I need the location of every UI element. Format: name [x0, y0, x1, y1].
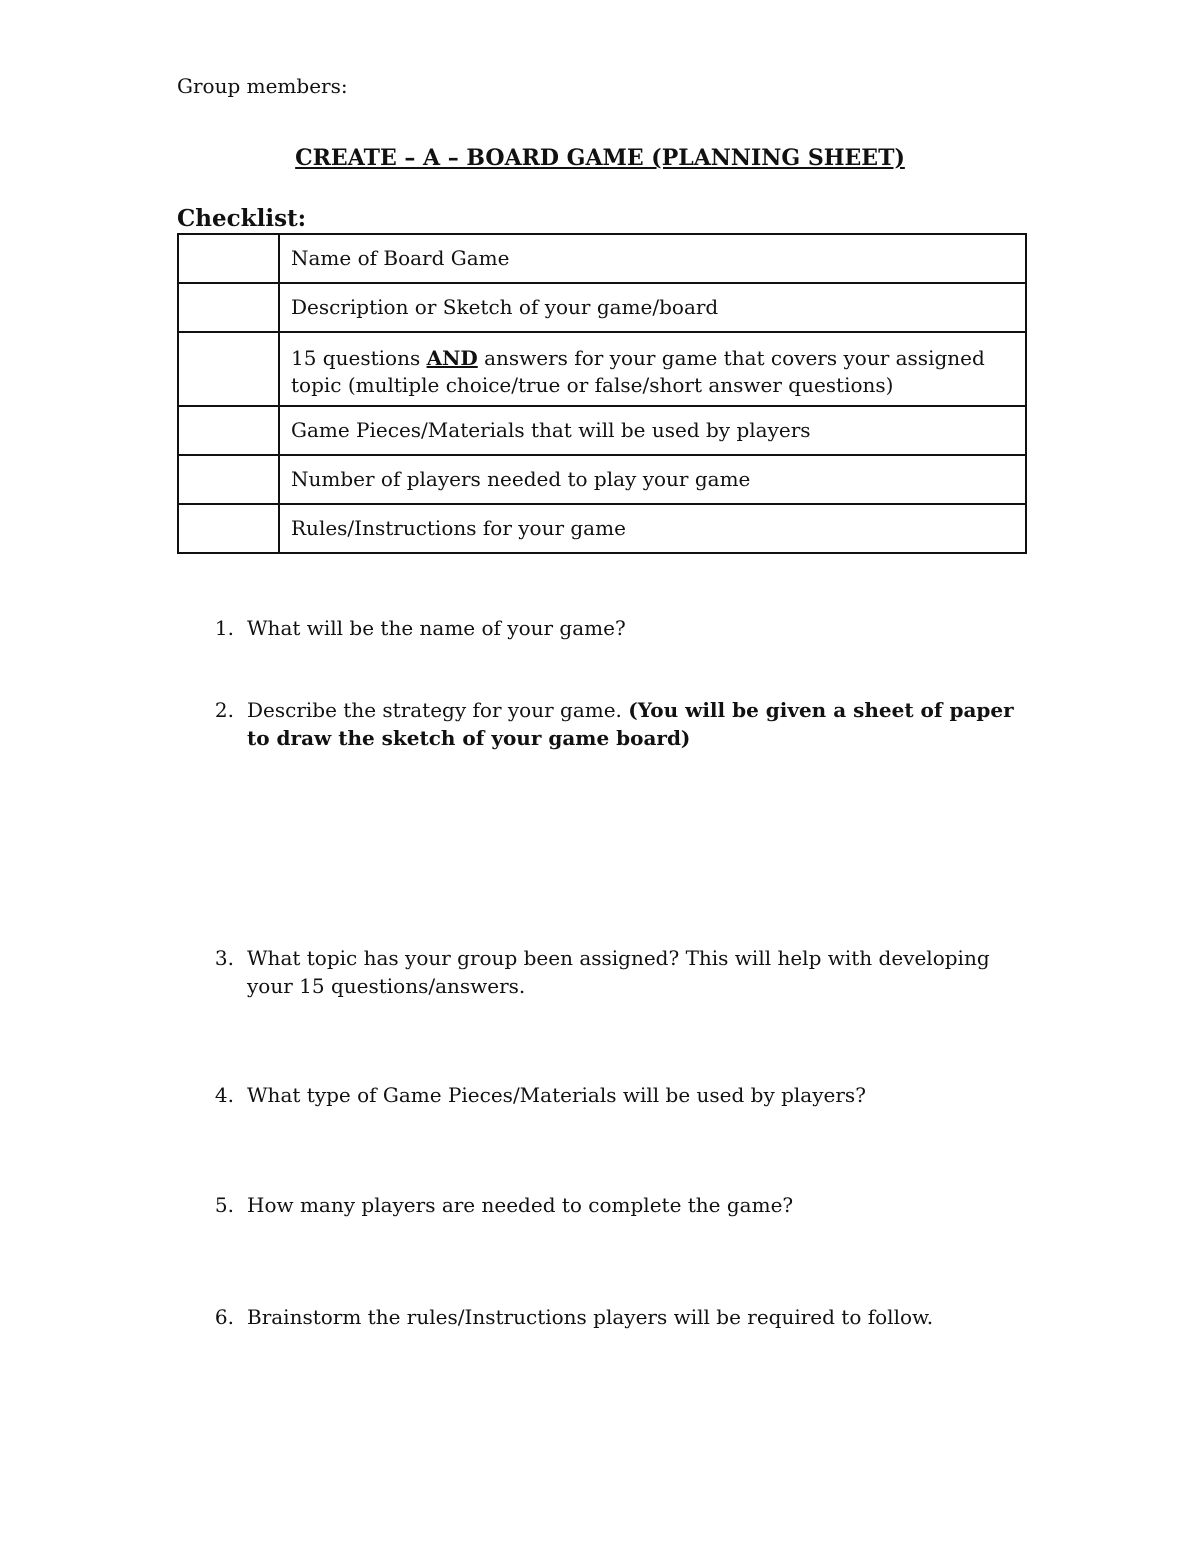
page-title: CREATE – A – BOARD GAME (PLANNING SHEET): [295, 145, 905, 171]
checklist-row: [178, 283, 1026, 332]
question-number: 4.: [214, 1083, 234, 1107]
question-text: [247, 696, 1027, 752]
checklist-row: [178, 332, 1026, 406]
question-number: 1.: [214, 616, 234, 640]
checklist-item-label: Name of Board Game: [279, 234, 1026, 283]
checklist-row: [178, 455, 1026, 504]
question-number: 6.: [214, 1305, 234, 1329]
checklist-row: [178, 504, 1026, 553]
checklist-table: [177, 233, 1027, 554]
question-number: 3.: [214, 946, 234, 970]
question-number: 2.: [214, 698, 234, 722]
checklist-item-label: [279, 332, 1026, 406]
question-text: What type of Game Pieces/Materials will be used by players?: [247, 1083, 866, 1107]
question-text: What topic has your group been assigned? This will help with developing your 15 questions/answers.: [247, 946, 990, 998]
checklist-item-label: Game Pieces/Materials that will be used by players: [279, 406, 1026, 455]
checklist-item-label: Rules/Instructions for your game: [279, 504, 1026, 553]
checklist-item-text: 15 questions: [291, 346, 427, 370]
group-members-label: Group members:: [177, 74, 348, 98]
checklist-checkbox-cell[interactable]: [178, 332, 279, 406]
checklist-item-label: Description or Sketch of your game/board: [279, 283, 1026, 332]
question-text: How many players are needed to complete the game?: [247, 1193, 794, 1217]
question-plain-text: Describe the strategy for your game.: [247, 698, 629, 722]
question-text: Brainstorm the rules/Instructions players will be required to follow.: [247, 1305, 934, 1329]
question-text: What will be the name of your game?: [247, 616, 626, 640]
checklist-checkbox-cell[interactable]: [178, 406, 279, 455]
question-number: 5.: [214, 1193, 234, 1217]
checklist-checkbox-cell[interactable]: [178, 504, 279, 553]
question-bold-note: (You will be given a sheet of paper to draw the sketch of your game board): [247, 698, 1014, 750]
checklist-item-label: Number of players needed to play your game: [279, 455, 1026, 504]
checklist-checkbox-cell[interactable]: [178, 234, 279, 283]
checklist-checkbox-cell[interactable]: [178, 455, 279, 504]
checklist-item-emphasis: AND: [426, 346, 478, 370]
checklist-item-text: answers for your game that covers your assigned topic (multiple choice/true or false/short answer questions): [291, 346, 985, 397]
checklist-checkbox-cell[interactable]: [178, 283, 279, 332]
checklist-heading: Checklist:: [177, 205, 307, 232]
checklist-row: [178, 234, 1026, 283]
checklist-row: [178, 406, 1026, 455]
